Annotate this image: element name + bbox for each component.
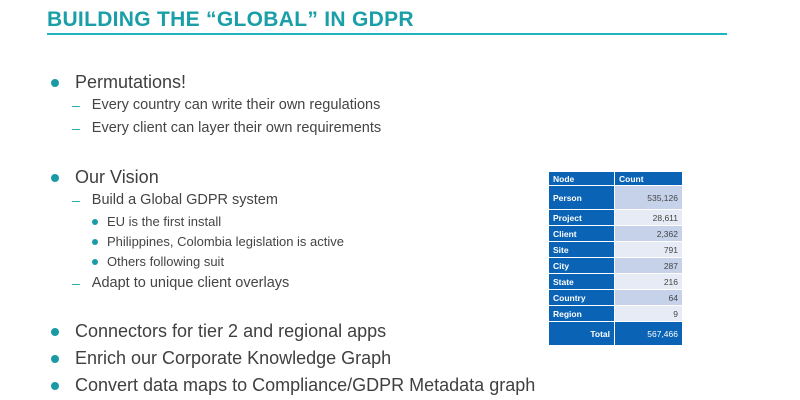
bullet-vision <box>51 167 159 188</box>
count-cell: 28,611 <box>615 210 683 226</box>
count-cell: 64 <box>615 290 683 306</box>
small-dot-icon <box>92 239 98 245</box>
bullet-dot-icon <box>51 174 59 182</box>
bullet-dot-icon <box>51 382 59 390</box>
dash-icon: – <box>72 97 80 113</box>
sub-bullet-text: Every country can write their own regulations <box>91 97 381 113</box>
bullet-connectors <box>51 321 386 342</box>
table-row <box>549 242 683 258</box>
sub-sub-bullet-philippines <box>92 234 344 249</box>
bullet-text: Our Vision <box>75 167 159 187</box>
bullet-permutations <box>51 72 186 93</box>
table-row <box>549 274 683 290</box>
count-cell: 791 <box>615 242 683 258</box>
bullet-text: Convert data maps to Compliance/GDPR Metadata graph <box>75 375 536 395</box>
count-cell: 216 <box>615 274 683 290</box>
table-total-row <box>549 322 683 346</box>
total-label: Total <box>549 322 615 346</box>
table-row <box>549 306 683 322</box>
sub-bullet-text: Build a Global GDPR system <box>91 192 278 208</box>
sub-bullet-text: Every client can layer their own requirements <box>91 120 382 136</box>
bullet-dot-icon <box>51 79 59 87</box>
header-count: Count <box>615 172 683 186</box>
bullet-dot-icon <box>51 355 59 363</box>
table-row <box>549 186 683 210</box>
small-dot-icon <box>92 219 98 225</box>
sub-bullet-client-overlays <box>72 275 289 291</box>
sub-sub-bullet-others <box>92 254 224 269</box>
table-row <box>549 226 683 242</box>
node-cell: City <box>549 258 615 274</box>
node-cell: Region <box>549 306 615 322</box>
sub-bullet-text: Adapt to unique client overlays <box>91 275 290 291</box>
bullet-convert <box>51 375 535 396</box>
sub-bullet-regulations <box>72 97 380 113</box>
count-cell: 2,362 <box>615 226 683 242</box>
bullet-text: Connectors for tier 2 and regional apps <box>75 321 387 341</box>
node-cell: Site <box>549 242 615 258</box>
table-row <box>549 258 683 274</box>
bullet-dot-icon <box>51 328 59 336</box>
dash-icon: – <box>72 120 80 136</box>
slide-title: BUILDING THE “GLOBAL” IN GDPR <box>47 8 414 31</box>
bullet-text: Enrich our Corporate Knowledge Graph <box>75 348 392 368</box>
sub-sub-bullet-text: Others following suit <box>107 254 225 269</box>
sub-sub-bullet-eu <box>92 214 221 229</box>
node-cell: Country <box>549 290 615 306</box>
total-count: 567,466 <box>615 322 683 346</box>
sub-sub-bullet-text: EU is the first install <box>107 214 222 229</box>
sub-bullet-global-system <box>72 192 278 208</box>
sub-sub-bullet-text: Philippines, Colombia legislation is active <box>107 234 345 249</box>
count-cell: 287 <box>615 258 683 274</box>
node-cell: Client <box>549 226 615 242</box>
node-cell: Person <box>549 186 615 210</box>
table-header-row <box>549 172 683 186</box>
small-dot-icon <box>92 259 98 265</box>
header-node: Node <box>549 172 615 186</box>
dash-icon: – <box>72 192 80 208</box>
bullet-enrich <box>51 348 391 369</box>
bullet-text: Permutations! <box>75 72 187 92</box>
table-row <box>549 290 683 306</box>
count-cell: 535,126 <box>615 186 683 210</box>
count-cell: 9 <box>615 306 683 322</box>
sub-bullet-requirements <box>72 120 381 136</box>
node-count-table <box>548 171 683 346</box>
node-cell: State <box>549 274 615 290</box>
node-cell: Project <box>549 210 615 226</box>
dash-icon: – <box>72 275 80 291</box>
table-row <box>549 210 683 226</box>
